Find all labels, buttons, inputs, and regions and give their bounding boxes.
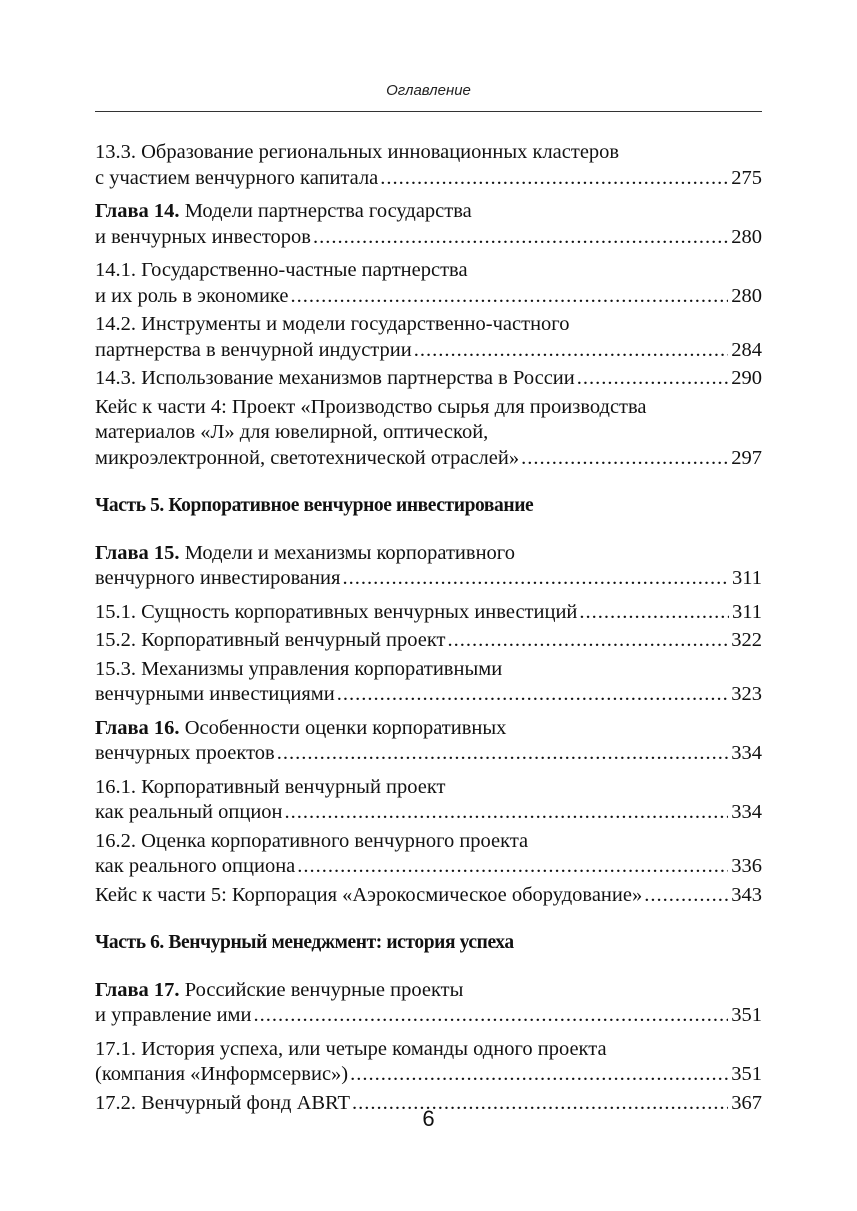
toc-chapter-14[interactable] xyxy=(95,199,762,250)
toc-entry-text: как реальный опцион xyxy=(95,801,283,823)
toc-entry-text: партнерства в венчурной индустрии xyxy=(95,338,412,361)
toc-page-number: 334 xyxy=(731,742,762,764)
dot-leader xyxy=(414,338,729,364)
chapter-label: Глава 17. xyxy=(95,978,180,1001)
toc-entry-text: 17.1. История успеха, или четыре команды одного проекта xyxy=(95,1037,607,1060)
toc-entry-text: и управление ими xyxy=(95,1004,252,1026)
dot-leader xyxy=(277,741,729,767)
toc-entry-16-1[interactable] xyxy=(95,775,762,826)
toc-entry-text: с участием венчурного капитала xyxy=(95,166,379,189)
dot-leader xyxy=(337,682,729,708)
toc-page-number: 351 xyxy=(731,1004,762,1026)
toc-entry-text: Кейс к части 5: Корпорация «Аэрокосмическое оборудование» xyxy=(95,883,643,906)
toc-page-number: 367 xyxy=(731,1091,762,1114)
toc-entry-14-2[interactable] xyxy=(95,312,762,363)
toc-page-number: 323 xyxy=(731,683,762,705)
chapter-label: Глава 15. xyxy=(95,541,180,564)
toc-entry-15-2[interactable] xyxy=(95,628,762,654)
toc-entry-text: и венчурных инвесторов xyxy=(95,225,311,248)
dot-leader xyxy=(285,800,729,826)
chapter-title: Модели партнерства государства xyxy=(179,200,472,222)
toc-page-number: 336 xyxy=(731,855,762,877)
toc-entry-text: 16.1. Корпоративный венчурный проект xyxy=(95,775,446,798)
toc-entry-13-3[interactable] xyxy=(95,140,762,191)
toc-entry-text: (компания «Информсервис») xyxy=(95,1063,349,1085)
toc-chapter-15[interactable] xyxy=(95,541,762,592)
toc-entry-text: и их роль в экономике xyxy=(95,284,289,307)
toc-entry-14-3[interactable] xyxy=(95,366,762,392)
toc-case-part-5[interactable] xyxy=(95,883,762,909)
toc-entry-text: 15.1. Сущность корпоративных венчурных инвестиций xyxy=(95,600,578,623)
chapter-label: Глава 16. xyxy=(95,716,180,739)
toc-page-number: 351 xyxy=(731,1063,762,1085)
table-of-contents xyxy=(95,140,762,1116)
toc-page-number: 322 xyxy=(731,629,762,651)
toc-page-number: 334 xyxy=(731,801,762,823)
toc-entry-text: микроэлектронной, светотехнической отраслей» xyxy=(95,446,520,469)
toc-entry-text: 14.1. Государственно-частные партнерства xyxy=(95,259,468,281)
page-number: 6 xyxy=(422,1106,435,1131)
dot-leader xyxy=(448,628,729,654)
toc-entry-15-3[interactable] xyxy=(95,657,762,708)
toc-entry-17-1[interactable] xyxy=(95,1037,762,1088)
toc-entry-text: 16.2. Оценка корпоративного венчурного проекта xyxy=(95,829,529,852)
toc-entry-text: 14.3. Использование механизмов партнерства в России xyxy=(95,367,575,389)
dot-leader xyxy=(350,1062,728,1088)
toc-page-number: 343 xyxy=(731,883,762,906)
toc-entry-text: Кейс к части 4: Проект «Производство сырья для производства xyxy=(95,395,647,418)
toc-page-number: 280 xyxy=(731,225,762,248)
dot-leader xyxy=(342,566,729,592)
toc-entry-text: венчурных проектов xyxy=(95,742,275,764)
toc-entry-text: венчурного инвестирования xyxy=(95,567,341,589)
dot-leader xyxy=(380,166,728,192)
toc-part-6-heading[interactable]: Часть 6. Венчурный менеджмент: история успеха xyxy=(95,932,514,953)
toc-entry-16-2[interactable] xyxy=(95,829,762,880)
toc-entry-15-1[interactable] xyxy=(95,600,762,626)
chapter-label: Глава 14. xyxy=(95,200,180,222)
dot-leader xyxy=(313,225,728,251)
toc-entry-text: 15.2. Корпоративный венчурный проект xyxy=(95,629,446,651)
toc-entry-text: венчурными инвестициями xyxy=(95,683,335,705)
toc-page-number: 290 xyxy=(731,367,762,389)
toc-part-5-heading[interactable]: Часть 5. Корпоративное венчурное инвестирование xyxy=(95,495,534,516)
toc-chapter-16[interactable] xyxy=(95,716,762,767)
dot-leader xyxy=(253,1003,728,1029)
toc-case-part-4[interactable] xyxy=(95,395,762,472)
dot-leader xyxy=(521,446,728,472)
toc-entry-text: 15.3. Механизмы управления корпоративными xyxy=(95,657,503,680)
dot-leader xyxy=(290,284,728,310)
toc-entry-text: 13.3. Образование региональных инновационных кластеров xyxy=(95,141,620,163)
toc-page-number: 275 xyxy=(731,166,762,189)
chapter-title: Российские венчурные проекты xyxy=(179,978,464,1001)
toc-page-number: 284 xyxy=(731,338,762,361)
toc-entry-text: 17.2. Венчурный фонд ABRT xyxy=(95,1091,351,1114)
toc-entry-text: материалов «Л» для ювелирной, оптической, xyxy=(95,421,489,443)
chapter-title: Модели и механизмы корпоративного xyxy=(179,541,515,564)
dot-leader xyxy=(644,883,728,909)
toc-entry-text: 14.2. Инструменты и модели государственно-частного xyxy=(95,313,570,335)
chapter-title: Особенности оценки корпоративных xyxy=(179,716,507,739)
running-header: Оглавление xyxy=(386,82,471,99)
toc-page-number: 280 xyxy=(731,284,762,307)
toc-page-number: 311 xyxy=(732,567,762,589)
toc-entry-14-1[interactable] xyxy=(95,258,762,309)
toc-page-number: 297 xyxy=(731,446,762,469)
dot-leader xyxy=(577,366,729,392)
header-rule xyxy=(95,111,762,112)
dot-leader xyxy=(297,854,728,880)
toc-page-number: 311 xyxy=(732,600,762,623)
dot-leader xyxy=(579,600,729,626)
toc-chapter-17[interactable] xyxy=(95,978,762,1029)
toc-entry-text: как реального опциона xyxy=(95,855,296,877)
